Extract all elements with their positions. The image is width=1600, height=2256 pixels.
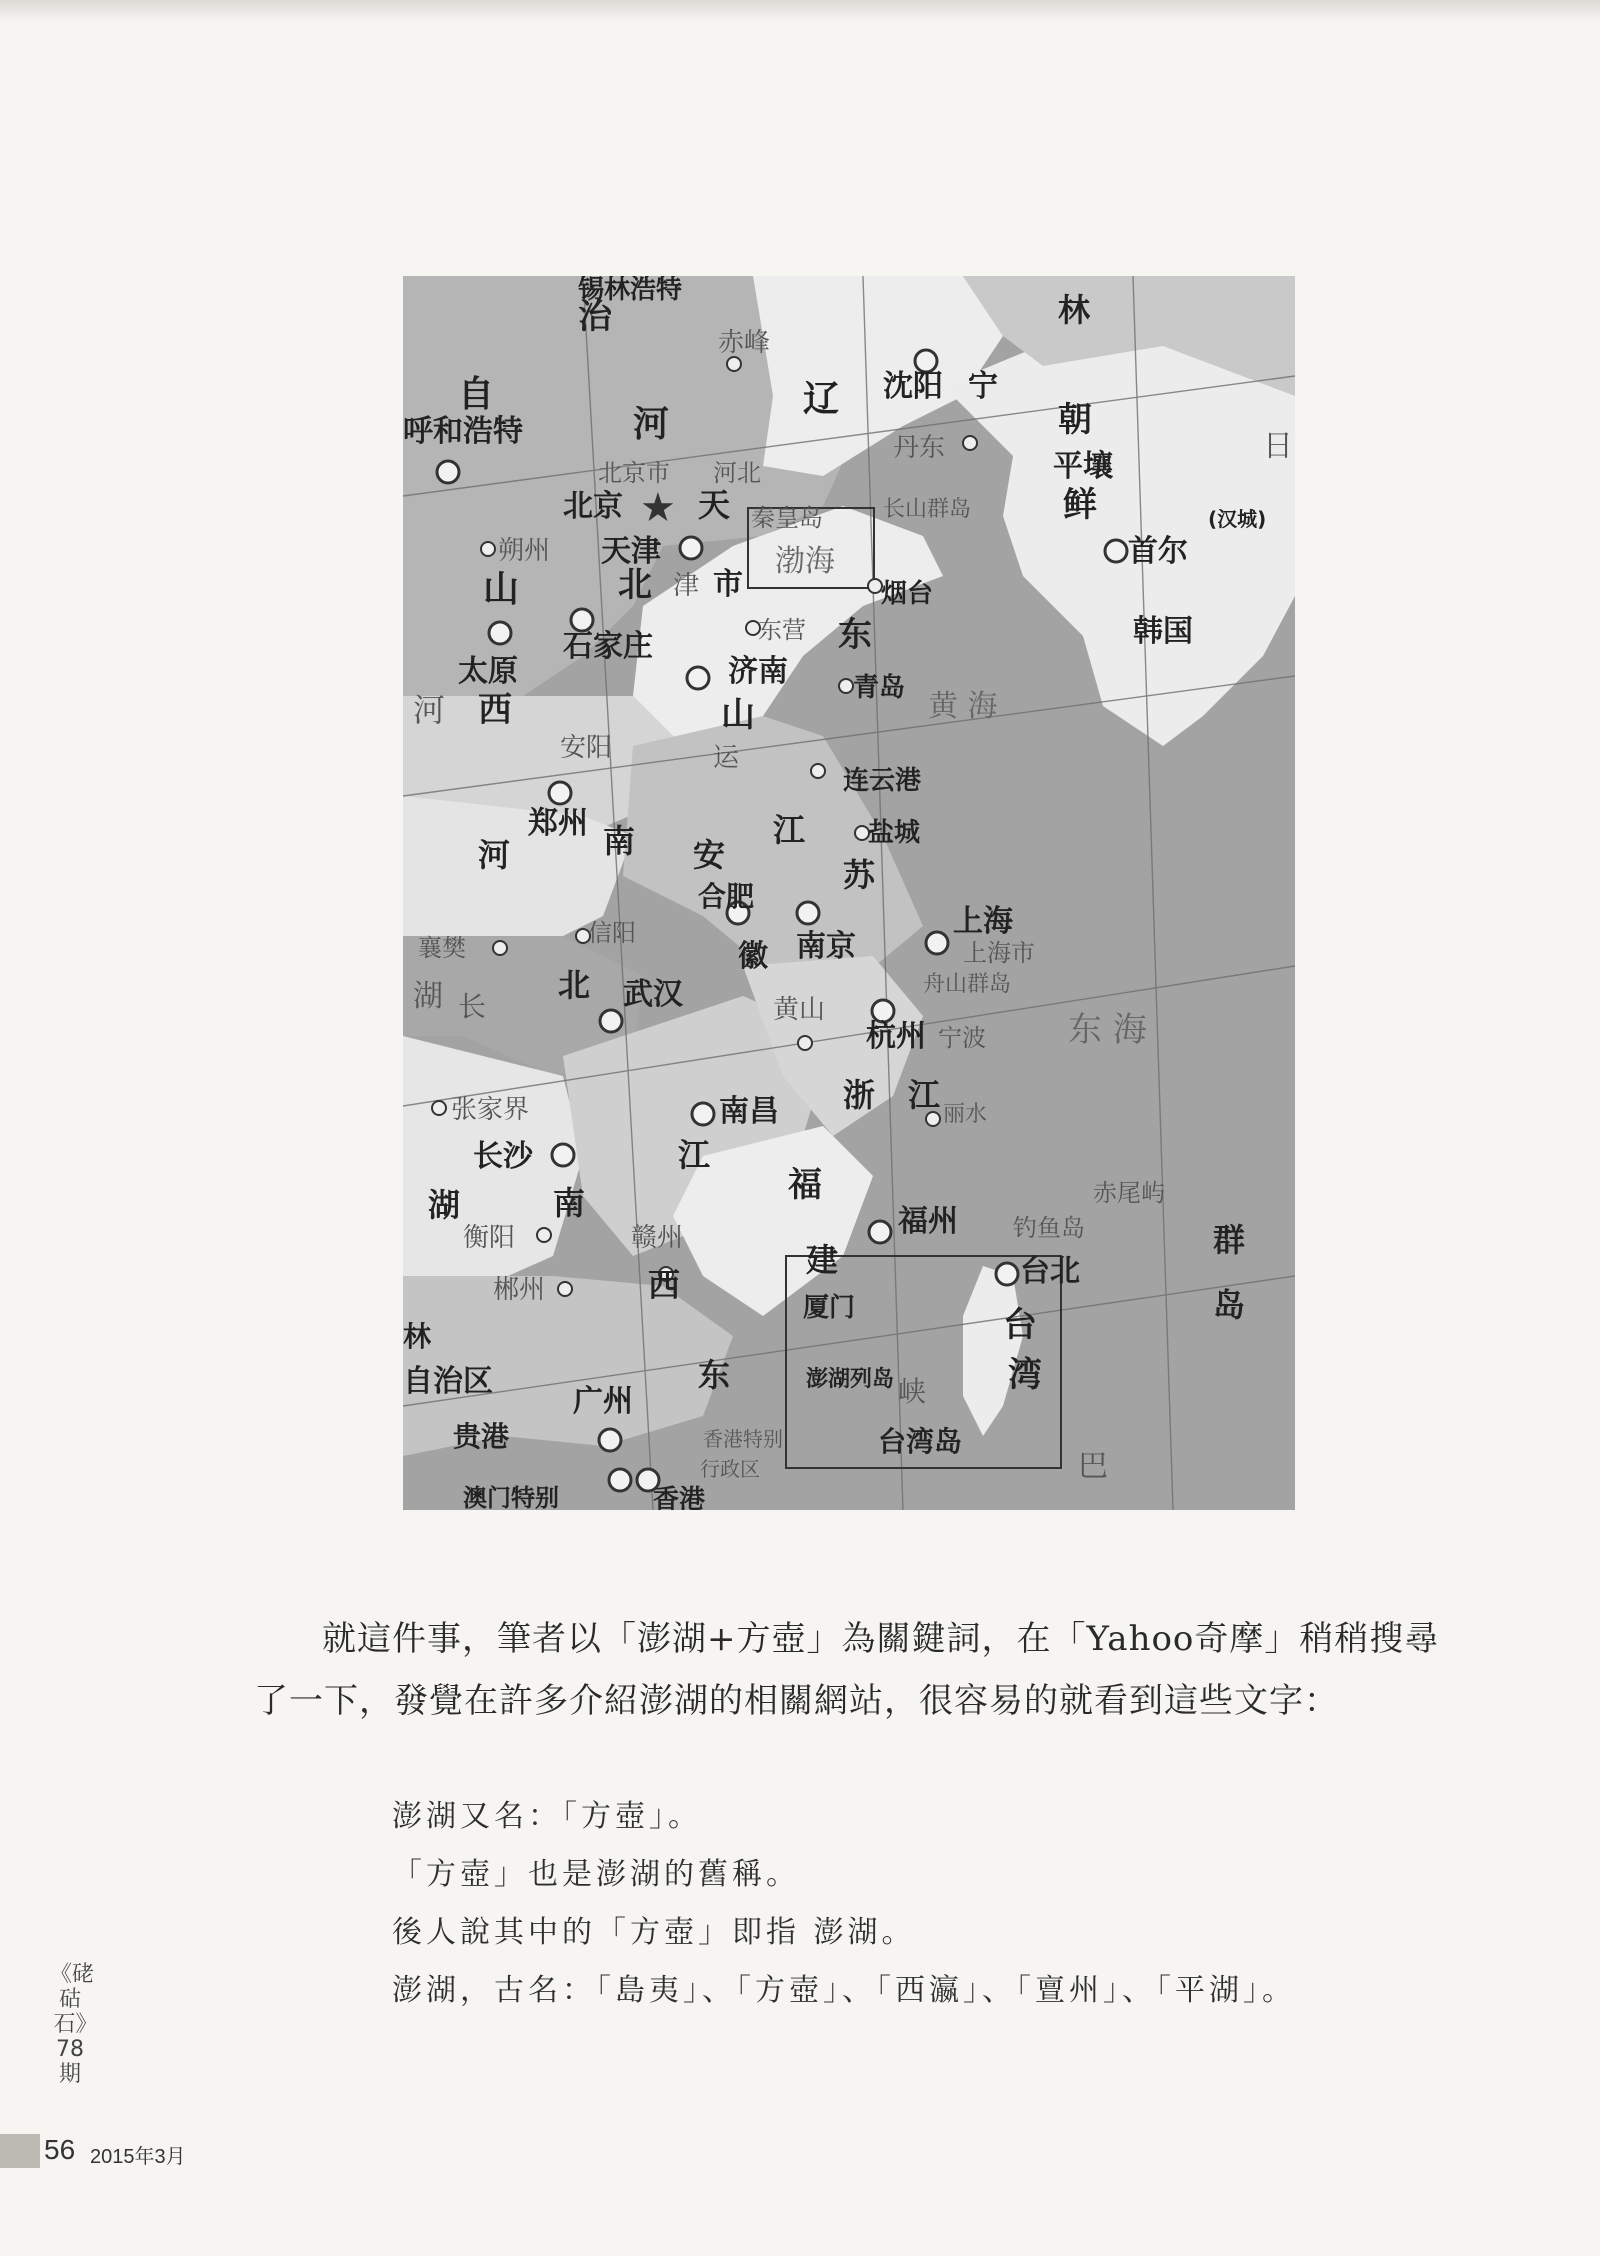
label-changsha: 长沙 [473, 1139, 533, 1174]
label-shi: 市 [713, 567, 743, 602]
label-xiangfan: 襄樊 [418, 934, 466, 962]
issue-date: 2015年3月 [90, 2146, 186, 2168]
label-hui: 徽 [738, 939, 768, 974]
label-lin-side: 林 [403, 1320, 432, 1353]
label-guangzhou: 广州 [573, 1384, 633, 1419]
label-zhe: 浙 [843, 1076, 876, 1114]
label-guangdong-dong: 东 [698, 1356, 731, 1394]
label-hefei: 合肥 [698, 880, 755, 913]
quoted-text-block [392, 1788, 1442, 2020]
label-taibei: 台北 [1020, 1254, 1080, 1289]
label-hohhot: 呼和浩特 [403, 414, 523, 449]
label-qun: 群 [1213, 1221, 1246, 1259]
magazine-title-vertical: 《硓𥑮石》78期 [50, 1962, 95, 2087]
label-shanghai: 上海 [953, 904, 1013, 939]
label-xian: 鲜 [1063, 485, 1097, 525]
quote-line-4: 澎湖，古名：「島夷」、「方壺」、「西瀛」、「亶州」、「平湖」。 [392, 1973, 1296, 2008]
label-seoul-note: (汉城) [1208, 507, 1267, 531]
page-top-edge [0, 0, 1600, 22]
label-hangzhou: 杭州 [866, 1019, 926, 1054]
label-taiyuan: 太原 [458, 654, 518, 689]
map-svg [403, 276, 1295, 1510]
label-zi: 自 [458, 374, 495, 415]
label-chang: 长 [458, 990, 487, 1023]
label-chiwei: 赤尾屿 [1093, 1179, 1165, 1207]
label-chenzhou: 郴州 [493, 1275, 546, 1305]
label-zizhiqu: 自治区 [403, 1364, 493, 1399]
label-taiwandao: 台湾岛 [878, 1425, 963, 1458]
label-jiangxi-jiang: 江 [678, 1136, 711, 1174]
svg-text:★: ★ [640, 485, 676, 531]
label-seoul: 首尔 [1128, 534, 1188, 569]
label-hk-sar: 香港特别 [703, 1427, 783, 1451]
label-shan: 山 [483, 569, 520, 610]
label-donghai: 东 海 [1068, 1010, 1147, 1050]
label-ganzhou: 赣州 [631, 1223, 684, 1253]
label-tianjin: 天津 [601, 534, 661, 569]
label-chifeng: 赤峰 [718, 328, 771, 358]
label-nan: 南 [603, 822, 636, 860]
label-hunan-hu: 湖 [428, 1186, 461, 1224]
label-xia: 峡 [898, 1375, 927, 1408]
label-hk-sar2: 行政区 [700, 1457, 760, 1481]
label-dong: 东 [838, 615, 872, 655]
label-yun: 运 [713, 743, 740, 773]
label-bei: 北 [618, 565, 652, 605]
label-huangshan: 黄山 [773, 995, 826, 1025]
label-hebei-small: 河北 [713, 459, 761, 487]
label-zhi: 治 [578, 297, 612, 337]
label-tian: 天 [698, 486, 731, 524]
label-shuozhou: 朔州 [498, 536, 551, 566]
label-lishui: 丽水 [943, 1102, 988, 1127]
label-yantai: 烟台 [881, 579, 934, 609]
label-jiang: 江 [773, 811, 806, 849]
label-zhangjiajie: 张家界 [451, 1095, 530, 1125]
label-fu: 福 [788, 1165, 822, 1205]
label-xinyang: 信阳 [588, 919, 636, 947]
article-body [254, 1608, 1444, 1732]
label-wuhan: 武汉 [623, 977, 683, 1012]
label-jian: 建 [806, 1241, 839, 1279]
label-shandong-shan: 山 [721, 695, 755, 735]
label-liao: 辽 [803, 379, 840, 420]
label-dao: 岛 [1213, 1286, 1246, 1324]
label-beijing: 北京 [563, 489, 623, 524]
label-jinan: 济南 [728, 654, 788, 689]
label-chao: 朝 [1058, 400, 1092, 440]
label-ningbo: 宁波 [938, 1024, 986, 1052]
label-ning: 宁 [968, 369, 998, 404]
label-shijiazhuang: 石家庄 [563, 629, 653, 664]
label-zhejiang-jiang: 江 [908, 1076, 941, 1114]
label-an: 安 [693, 836, 726, 874]
label-ri: 日 [1263, 429, 1293, 464]
label-xilinhot: 锡林浩特 [578, 276, 683, 305]
label-zhoushan: 舟山群岛 [923, 972, 1012, 997]
page-number: 56 [44, 2134, 76, 2165]
label-beijingshi: 北京市 [598, 459, 670, 487]
label-hanguo: 韩国 [1133, 614, 1193, 649]
label-diaoyu: 钓鱼岛 [1013, 1214, 1085, 1242]
label-shanghaishi: 上海市 [963, 939, 1035, 967]
china-east-coast-map [403, 276, 1295, 1510]
label-henan-he: 河 [478, 836, 511, 874]
label-qingdao: 青岛 [853, 673, 906, 703]
label-xi: 西 [478, 690, 512, 730]
quote-line-3: 後人說其中的「方壺」即指 澎湖。 [392, 1915, 916, 1950]
label-lianyungang: 连云港 [843, 766, 922, 796]
label-huanghai: 黄 海 [928, 689, 998, 724]
label-bei-hubei: 北 [558, 966, 591, 1004]
label-wan: 湾 [1008, 1355, 1042, 1395]
label-hongkong: 香港 [653, 1485, 706, 1510]
label-yancheng: 盐城 [868, 818, 921, 848]
label-su: 苏 [843, 856, 876, 894]
label-shenyang: 沈阳 [883, 369, 943, 404]
footer-bar [0, 2134, 40, 2168]
label-penghu: 澎湖列岛 [806, 1367, 895, 1392]
label-xiamen: 厦门 [803, 1293, 856, 1323]
paragraph-1: 就這件事，筆者以「澎湖+方壺」為關鍵詞，在「Yahoo奇摩」稍稍搜尋了一下，發覺在許多介紹澎湖的相關網站，很容易的就看到這些文字： [254, 1619, 1440, 1721]
label-jin: 津 [673, 571, 700, 601]
label-he: 河 [633, 404, 670, 445]
label-guigang: 贵港 [453, 1420, 510, 1453]
label-pyongyang: 平壤 [1053, 449, 1113, 484]
label-nanjing: 南京 [796, 929, 856, 964]
label-lin: 林 [1058, 291, 1091, 329]
label-he-river: 河 [413, 691, 446, 729]
label-taiwan-tai: 台 [1003, 1305, 1037, 1345]
quote-line-1: 澎湖又名：「方壺」。 [392, 1799, 702, 1834]
label-qinhuangdao: 秦皇岛 [751, 504, 823, 532]
label-fuzhou: 福州 [898, 1204, 958, 1239]
label-dongying: 东营 [758, 616, 806, 644]
label-hunan-nan: 南 [553, 1184, 586, 1222]
label-nanchang: 南昌 [719, 1094, 779, 1129]
label-macau: 澳门特别 [463, 1484, 559, 1510]
label-hengyang: 衡阳 [463, 1223, 516, 1253]
label-dandong: 丹东 [893, 433, 946, 463]
label-hu: 湖 [413, 979, 443, 1014]
label-anyang: 安阳 [560, 733, 613, 763]
quote-line-2: 「方壺」也是澎湖的舊稱。 [392, 1857, 800, 1892]
label-jiangxi-xi: 西 [648, 1266, 681, 1304]
label-bohai: 渤海 [775, 544, 835, 579]
label-zhengzhou: 郑州 [528, 806, 588, 841]
label-changshan: 长山群岛 [883, 497, 972, 522]
label-ba: 巴 [1078, 1449, 1108, 1484]
